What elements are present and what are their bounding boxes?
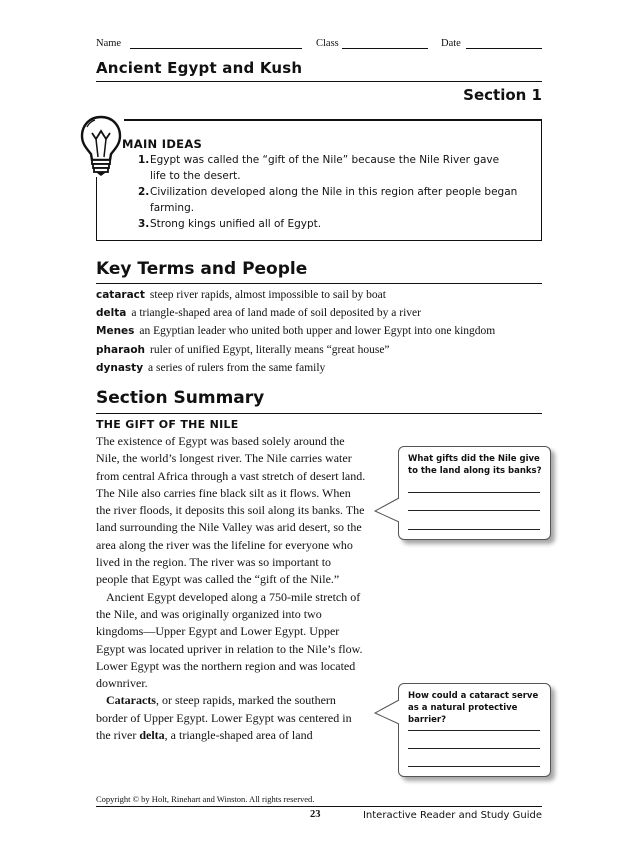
answer-line[interactable] — [408, 748, 540, 749]
main-idea-1: 1. Egypt was called the “gift of the Nile” because the Nile River gave life to the desert. — [138, 154, 500, 182]
question-callout-1 — [398, 446, 551, 540]
callout-pointer — [374, 496, 400, 524]
callout-pointer — [374, 698, 400, 726]
key-term-row — [96, 325, 495, 337]
summary-rule — [96, 413, 542, 414]
key-term: Menes — [96, 325, 135, 337]
answer-line[interactable] — [408, 492, 540, 493]
lightbulb-icon — [78, 113, 124, 177]
section-label: Section 1 — [463, 86, 542, 104]
key-term-definition: ruler of unified Egypt, literally means “great house” — [150, 344, 390, 356]
name-class-date-row — [96, 38, 542, 52]
main-idea-3: 3. Strong kings unified all of Egypt. — [138, 218, 322, 230]
question-callout-2 — [398, 683, 551, 777]
page-number: 23 — [310, 809, 321, 820]
summary-paragraph-2: Ancient Egypt developed along a 750-mile stretch of the Nile, and was originally organized into two kingdoms—Upper Egypt and Lower Egypt. Upper Egypt was located upriver in relation to the Nile’s flow. Lower Egypt was the northern region and was located downriver. — [96, 589, 363, 691]
name-label: Name — [96, 38, 122, 49]
key-term-definition: steep river rapids, almost impossible to sail by boat — [149, 289, 386, 301]
date-label: Date — [441, 38, 461, 49]
summary-subheading: THE GIFT OF THE NILE — [96, 418, 239, 431]
key-terms-rule — [96, 283, 542, 284]
key-terms-heading: Key Terms and People — [96, 259, 308, 279]
answer-line[interactable] — [408, 510, 540, 511]
key-term: cataract — [96, 289, 145, 301]
class-field[interactable] — [342, 48, 428, 49]
chapter-title: Ancient Egypt and Kush — [96, 59, 303, 77]
key-term: pharaoh — [96, 344, 146, 356]
name-field[interactable] — [130, 48, 302, 49]
callout-question: How could a cataract serve as a natural protective barrier? — [408, 691, 539, 725]
header-rule — [96, 81, 542, 82]
key-term-definition: an Egyptian leader who united both upper and lower Egypt into one kingdom — [139, 325, 496, 337]
key-term-row — [96, 362, 325, 374]
key-term-definition: a triangle-shaped area of land made of soil deposited by a river — [131, 307, 421, 319]
key-term-row — [96, 289, 386, 301]
main-idea-2: 2. Civilization developed along the Nile in this region after people began farming. — [138, 186, 518, 214]
main-ideas-heading: MAIN IDEAS — [122, 137, 203, 151]
key-term-definition: a series of rulers from the same family — [148, 362, 326, 374]
footer-rule — [96, 806, 542, 807]
guide-title: Interactive Reader and Study Guide — [362, 810, 542, 821]
answer-line[interactable] — [408, 730, 540, 731]
summary-paragraph-3: Cataracts, or steep rapids, marked the southern border of Upper Egypt. Lower Egypt was centered in the river delta, a triangle-shaped area of land — [96, 693, 352, 743]
key-term: delta — [96, 307, 127, 319]
key-term-row — [96, 344, 390, 356]
copyright: Copyright © by Holt, Rinehart and Winston. All rights reserved. — [96, 794, 315, 804]
key-term-row — [96, 307, 421, 319]
section-summary-heading: Section Summary — [96, 388, 265, 408]
term-delta: delta — [139, 728, 165, 743]
callout-question: What gifts did the Nile give to the land along its banks? — [408, 454, 542, 476]
answer-line[interactable] — [408, 529, 540, 530]
date-field[interactable] — [466, 48, 542, 49]
summary-paragraph-1: The existence of Egypt was based solely around the Nile, the world’s longest river. The Nile carries water from central Africa through a vast stretch of desert land. The Nile also carries fine black silt as it flows. When the river floods, it deposits this soil along its banks. The land surrounding the Nile Valley was arid desert, so the area along the river was the lifeline for everyone who lived in the region. The river was so important to people that Egypt was called the “gift of the Nile.” — [96, 434, 366, 587]
summary-body — [96, 433, 366, 744]
answer-line[interactable] — [408, 766, 540, 767]
class-label: Class — [316, 38, 339, 49]
key-term: dynasty — [96, 362, 144, 374]
term-cataracts: Cataracts — [106, 693, 156, 708]
